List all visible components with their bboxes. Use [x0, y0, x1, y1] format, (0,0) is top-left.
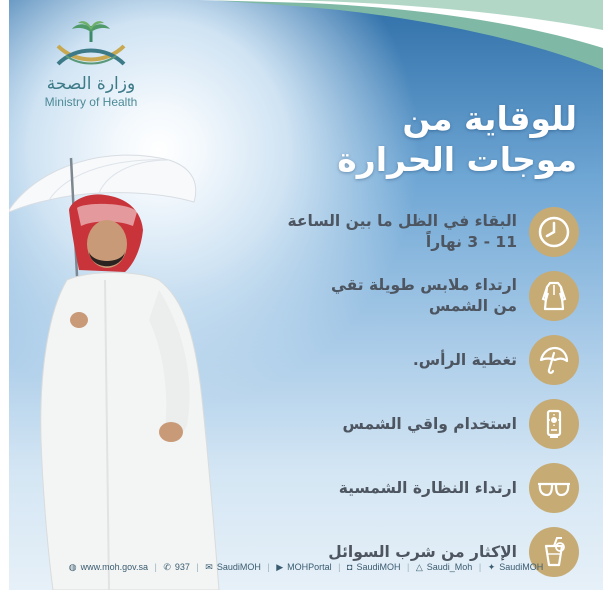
separator: |	[478, 562, 482, 572]
tip-item	[249, 200, 579, 264]
separator: |	[196, 562, 199, 572]
logo-name-arabic: وزارة الصحة	[46, 74, 136, 94]
poster	[9, 0, 603, 590]
tip-item	[249, 456, 579, 520]
sunglasses-icon	[529, 463, 579, 513]
youtube-icon: ▶	[276, 562, 284, 572]
man-with-umbrella-illustration	[9, 140, 249, 590]
separator: |	[338, 562, 341, 572]
separator: |	[154, 562, 157, 572]
clock-icon	[529, 207, 579, 257]
tip-text: استخدام واقي الشمس	[342, 414, 517, 433]
tips-list	[249, 200, 579, 584]
headline-line-1: للوقاية من	[402, 99, 577, 138]
separator: |	[267, 562, 270, 572]
tip-item	[249, 264, 579, 328]
phone-icon: ✆	[163, 562, 171, 572]
twitter-icon: ✦	[487, 562, 496, 572]
tip-text: ارتداء النظارة الشمسية	[338, 478, 517, 497]
tip-text: تغطية الرأس.	[412, 350, 517, 369]
globe-icon: ◍	[68, 562, 77, 572]
footer-instagram[interactable]: SaudiMOH	[356, 562, 401, 572]
umbrella-icon	[529, 335, 579, 385]
tip-item	[249, 392, 579, 456]
footer-website[interactable]: www.moh.gov.sa	[80, 562, 148, 572]
sunscreen-icon	[529, 399, 579, 449]
ministry-logo	[31, 20, 151, 109]
footer-contacts	[9, 562, 603, 582]
snapchat-icon: △	[415, 562, 423, 572]
instagram-icon: ◘	[347, 562, 353, 572]
footer-mail[interactable]: SaudiMOH	[216, 562, 261, 572]
headline	[337, 98, 577, 181]
separator: |	[407, 562, 410, 572]
footer-twitter[interactable]: SaudiMOH	[499, 562, 544, 572]
headline-line-2: موجات الحرارة	[337, 140, 577, 180]
palm-crossed-swords-icon	[46, 20, 136, 72]
tip-text: الإكثار من شرب السوائل	[328, 542, 517, 561]
tip-text: ارتداء ملابس طويلة تقي من الشمس	[330, 276, 517, 315]
tip-item	[249, 328, 579, 392]
long-garment-icon	[529, 271, 579, 321]
tip-text: البقاء في الظل ما بين الساعة 11 - 3 نهاراً	[287, 212, 517, 251]
mail-icon: ✉	[205, 562, 213, 572]
footer-youtube[interactable]: MOHPortal	[287, 562, 332, 572]
footer-phone[interactable]: 937	[174, 562, 190, 572]
footer-snapchat[interactable]: Saudi_Moh	[426, 562, 473, 572]
logo-name-english: Ministry of Health	[44, 95, 138, 109]
